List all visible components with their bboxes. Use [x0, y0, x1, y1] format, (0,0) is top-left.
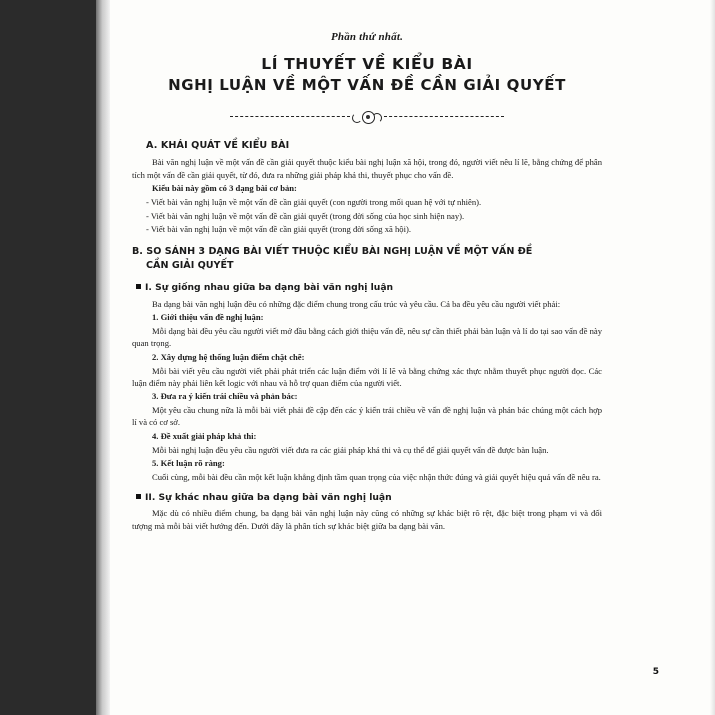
section-a-bullet-2: - Viết bài văn nghị luận về một vấn đề cần giải quyết (trong đời sống của học sinh hiện nay).	[146, 210, 465, 221]
list-item-head-5: 5. Kết luận rõ ràng:	[152, 458, 225, 469]
page-title-line2: NGHỊ LUẬN VỀ MỘT VẤN ĐỀ CẦN GIẢI QUYẾT	[168, 76, 566, 95]
subsection-i-intro: Ba dạng bài văn nghị luận đều có những đặc điểm chung trong cấu trúc và yêu cầu. Cả ba đều yêu cầu người viết phải:	[152, 298, 561, 309]
book-gutter-gradient	[96, 0, 110, 715]
section-heading-a: A. KHÁI QUÁT VỀ KIỂU BÀI	[146, 139, 290, 151]
list-item-body-4: Mỗi bài nghị luận đều yêu cầu người viết đưa ra các giải pháp khả thi và cụ thể để giải quyết vấn đề được bàn luận.	[152, 444, 549, 455]
subsection-heading-ii-label: II. Sự khác nhau giữa ba dạng bài văn nghị luận	[145, 492, 392, 504]
ornament-wing-right-icon	[372, 113, 382, 123]
subsection-ii-paragraph: Mặc dù có nhiều điểm chung, ba dạng bài văn nghị luận này cũng có những sự khác biệt rõ rệt, đặc biệt trong phạm vi và đối tượng mà mỗi bài viết hướng đến. Dưới đây là phân tích sự khác biệt giữa ba dạng bài văn.	[132, 508, 602, 531]
page-edge-shadow	[710, 0, 715, 715]
ornament-wing-left-icon	[352, 113, 362, 123]
section-heading-b-line2: CẦN GIẢI QUYẾT	[146, 260, 234, 272]
list-item-head-3: 3. Đưa ra ý kiến trái chiều và phản bác:	[152, 391, 298, 402]
square-bullet-icon	[136, 284, 141, 289]
page-sheet	[110, 0, 715, 715]
page-number: 5	[652, 667, 659, 677]
section-heading-b	[132, 245, 602, 274]
book-gutter-shadow	[0, 0, 96, 715]
divider-dashes-left	[230, 116, 350, 117]
page-title-line1: LÍ THUYẾT VỀ KIỂU BÀI	[261, 54, 473, 73]
section-a-paragraph-1: Bài văn nghị luận về một vấn đề cần giải quyết thuộc kiểu bài nghị luận xã hội, trong đó, người viết nêu lí lẽ, bằng chứng để phân tích một vấn đề cần giải quyết, từ đó, đưa ra những giải pháp khả thi, thuyết phục cho vấn đề.	[132, 157, 602, 180]
square-bullet-icon	[136, 494, 141, 499]
list-item-head-1: 1. Giới thiệu vấn đề nghị luận:	[152, 312, 264, 323]
page-title	[132, 53, 602, 97]
divider-ornament-icon	[354, 109, 380, 125]
section-a-bullet-3: - Viết bài văn nghị luận về một vấn đề cần giải quyết (trong đời sống xã hội).	[146, 224, 411, 235]
part-label: Phần thứ nhất.	[330, 31, 404, 43]
list-item-head-4: 4. Đề xuất giải pháp khả thi:	[152, 431, 257, 442]
list-item-body-3: Một yêu cầu chung nữa là mỗi bài viết phải đề cập đến các ý kiến trái chiều về vấn đề nghị luận và phản bác chúng một cách hợp lí và có cơ sở.	[132, 405, 602, 428]
subsection-heading-i-label: I. Sự giống nhau giữa ba dạng bài văn nghị luận	[145, 282, 394, 294]
list-item-body-1: Mỗi dạng bài đều yêu cầu người viết mở đầu bằng cách giới thiệu vấn đề, nêu sự cần thiết phải bàn luận và lí do tại sao vấn đề này quan trọng.	[132, 325, 602, 349]
list-item-body-2: Mỗi bài viết yêu cầu người viết phải phát triển các luận điểm với lí lẽ và bằng chứng xác thực nhằm thuyết phục người đọc. Các luận điểm này phải liên kết logic với nhau và hỗ trợ quan điểm của người viết.	[132, 365, 602, 388]
subsection-heading-i	[136, 281, 602, 294]
divider-dashes-right	[384, 116, 504, 117]
subsection-heading-ii	[136, 491, 602, 504]
section-heading-b-line1: B. SO SÁNH 3 DẠNG BÀI VIẾT THUỘC KIỂU BÀI NGHỊ LUẬN VỀ MỘT VẤN ĐỀ	[132, 245, 533, 257]
ornamental-divider	[132, 109, 602, 125]
list-item-head-2: 2. Xây dựng hệ thống luận điểm chặt chẽ:	[152, 351, 305, 362]
list-item-body-5: Cuối cùng, mỗi bài đều cần một kết luận khẳng định tầm quan trọng của việc nhận thức đúng và giải quyết hiệu quả vấn đề nêu ra.	[152, 472, 601, 483]
page-content	[132, 30, 602, 533]
section-a-bullet-1: - Viết bài văn nghị luận về một vấn đề cần giải quyết (con người trong mối quan hệ với tự nhiên).	[146, 197, 482, 208]
section-a-paragraph-2: Kiểu bài này gồm có 3 dạng bài cơ bản:	[152, 183, 297, 194]
